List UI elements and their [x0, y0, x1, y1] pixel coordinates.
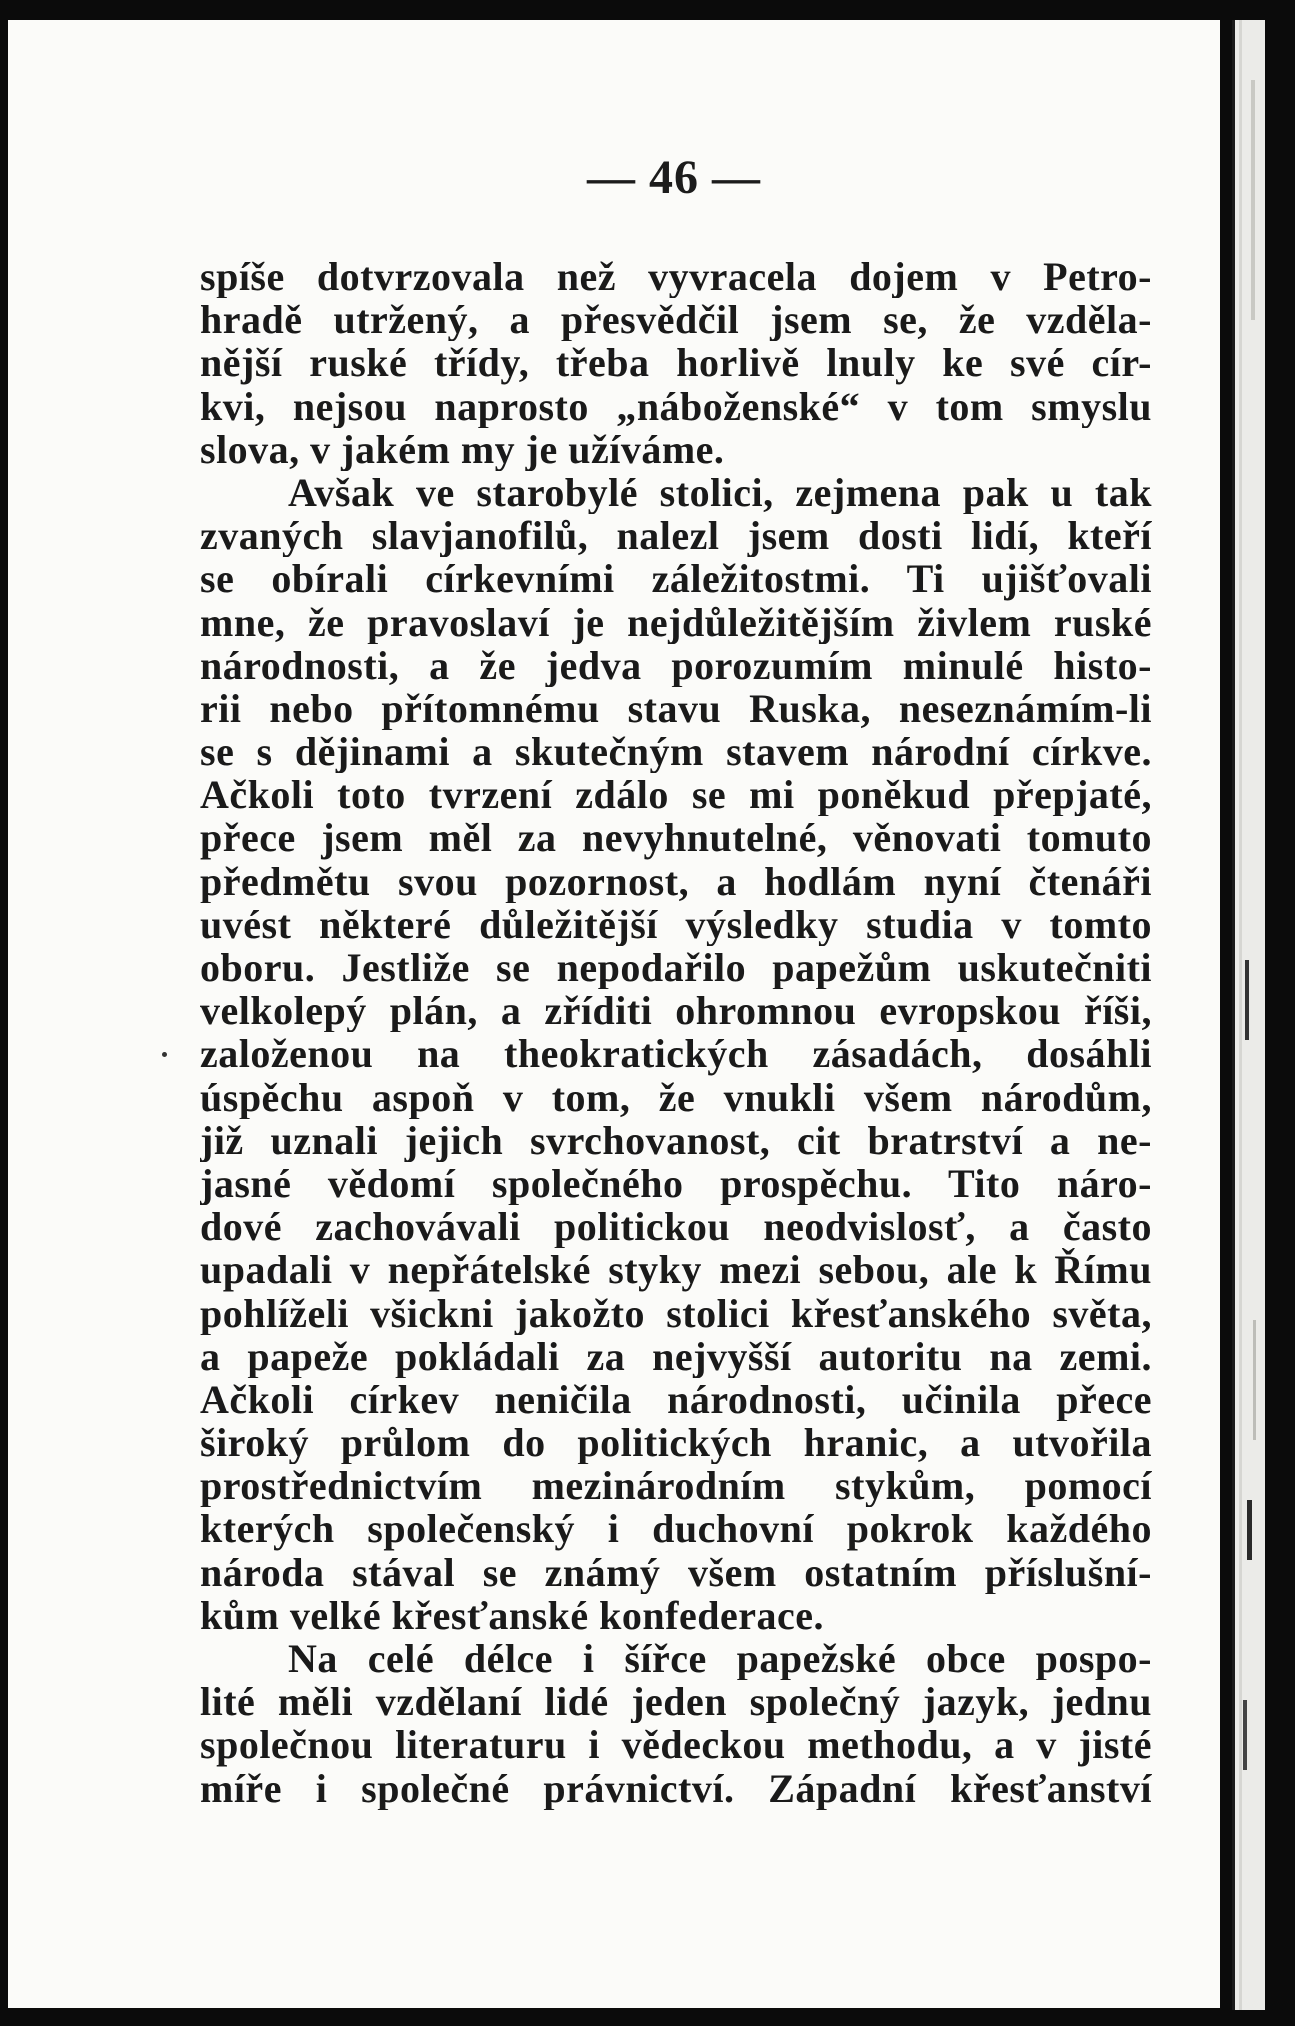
text-line: společnou literaturu i vědeckou methodu, a v jisté: [200, 1723, 1152, 1767]
text-line: velkolepý plán, a zříditi ohromnou evropskou říši,: [200, 989, 1152, 1033]
body-text: [200, 255, 1152, 1810]
text-line: Ačkoli toto tvrzení zdálo se mi poněkud přepjaté,: [200, 773, 1152, 817]
text-line: národnosti, a že jedva porozumím minulé histo-: [200, 643, 1152, 687]
text-line: Ačkoli církev neničila národnosti, učinila přece: [200, 1377, 1152, 1422]
text-line: zvaných slavjanofilů, nalezl jsem dosti lidí, kteří: [200, 514, 1152, 558]
text-line: lité měli vzdělaní lidé jeden společný jazyk, jednu: [200, 1680, 1152, 1724]
text-line: kvi, nejsou naprosto „náboženské“ v tom smyslu: [200, 384, 1152, 428]
text-line: kterých společenský i duchovní pokrok každého: [200, 1507, 1152, 1551]
text-line: prostřednictvím mezinárodním stykům, pomocí: [200, 1464, 1152, 1508]
text-line: se obírali církevními záležitostmi. Ti ujišťovali: [200, 557, 1152, 601]
text-line: jasné vědomí společného prospěchu. Tito náro-: [200, 1161, 1152, 1206]
text-line: se s dějinami a skutečným stavem národní církve.: [200, 730, 1152, 774]
text-line: dové zachovávali politickou neodvislosť, a často: [200, 1205, 1152, 1249]
text-line: upadali v nepřátelské styky mezi sebou, ale k Římu: [200, 1248, 1152, 1292]
text-line: uvést některé důležitější výsledky studia v tomto: [200, 902, 1152, 946]
book-spine-edge: [1232, 20, 1265, 2010]
text-line: Na celé délce i šířce papežské obce pospo-: [288, 1637, 1152, 1681]
text-line: úspěchu aspoň v tom, že vnukli všem národům,: [200, 1075, 1152, 1119]
text-line: a papeže pokládali za nejvyšší autoritu na zemi.: [200, 1334, 1152, 1378]
text-line: již uznali jejich svrchovanost, cit bratrství a ne-: [200, 1118, 1152, 1162]
text-line: slova, v jakém my je užíváme.: [200, 427, 725, 471]
text-line: mne, že pravoslaví je nejdůležitějším živlem ruské: [200, 600, 1152, 644]
text-line: rii nebo přítomnému stavu Ruska, neseznámím-li: [200, 686, 1152, 731]
text-line: nější ruské třídy, třeba horlivě lnuly ke své cír-: [200, 341, 1152, 385]
spine-texture: [1235, 20, 1265, 2010]
text-line: oboru. Jestliže se nepodařilo papežům uskutečniti: [200, 946, 1152, 990]
text-line: široký průlom do politických hranic, a utvořila: [200, 1421, 1152, 1465]
text-line: přece jsem měl za nevyhnutelné, věnovati tomuto: [200, 816, 1152, 860]
text-line: založenou na theokratických zásadách, dosáhli: [200, 1032, 1152, 1076]
text-line: kům velké křesťanské konfederace.: [200, 1593, 824, 1637]
text-line: míře i společné právnictví. Západní křesťanství: [200, 1766, 1152, 1810]
text-line: spíše dotvrzovala než vyvracela dojem v Petro-: [200, 255, 1152, 299]
ink-speck: [162, 1052, 167, 1057]
text-line: pohlíželi všickni jakožto stolici křesťanského světa,: [200, 1291, 1152, 1335]
text-line: hradě utržený, a přesvědčil jsem se, že vzděla-: [200, 298, 1152, 342]
page-number: — 46 —: [587, 151, 761, 204]
text-line: národa stával se známý všem ostatním příslušní-: [200, 1550, 1152, 1594]
text-line: Avšak ve starobylé stolici, zejmena pak u tak: [288, 470, 1152, 515]
text-line: předmětu svou pozornost, a hodlám nyní čtenáři: [200, 859, 1152, 903]
